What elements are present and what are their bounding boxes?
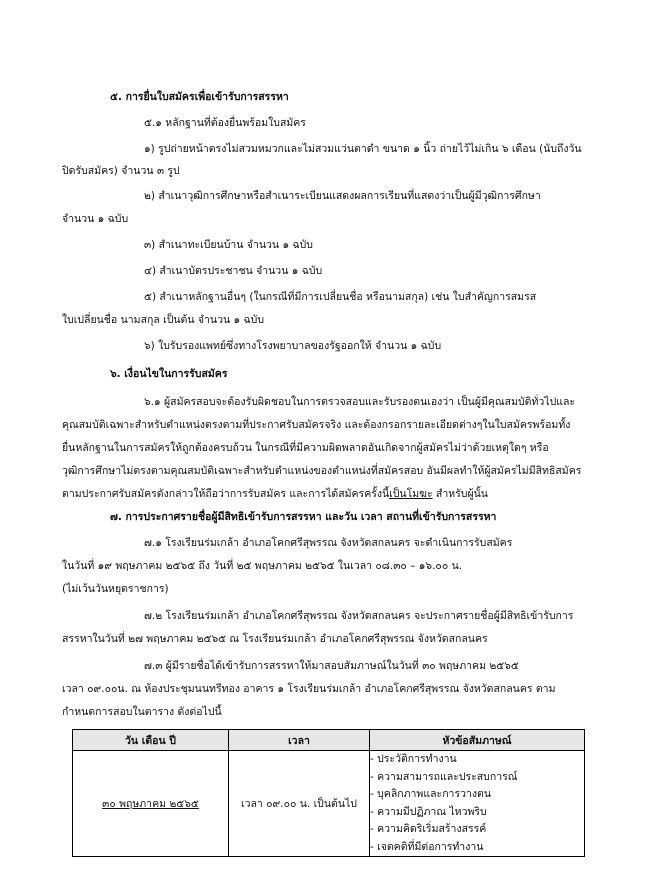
table-row [73,751,585,857]
section-7-1-line-3: (ไม่เว้นวันหยุดราชการ) [62,583,169,595]
topic-item: - ความมีปฏิภาณ ไหวพริบ [370,805,487,818]
section-7-2-line-2: สรรหาในวันที่ ๒๗ พฤษภาคม ๒๕๖๕ ณ โรงเรียนร่มเกล้า อำเภอโคกศรีสุพรรณ จังหวัดสกลนคร [62,633,488,645]
requirement-1-line-2: ปิดรับสมัคร) จำนวน ๓ รูป [62,165,180,177]
section-7-3-line-1: ๗.๓ ผู้มีรายชื่อได้เข้ารับการสรรหาให้มาสอบสัมภาษณ์ในวันที่ ๓๐ พฤษภาคม ๒๕๖๕ [144,660,519,672]
interview-schedule-table [72,729,585,857]
requirement-5-line-1: ๕) สำเนาหลักฐานอื่นๆ (ในกรณีที่มีการเปลี่ยนชื่อ หรือนามสกุล) เช่น ใบสำคัญการสมรส [144,291,537,303]
topic-item: - ประวัติการทำงาน [370,753,457,765]
topic-item: - บุคลิกภาพและการวางตน [370,788,491,800]
section-6-line-1: ๖.๑ ผู้สมัครสอบจะต้องรับผิดชอบในการตรวจสอบและรับรองตนเองว่า เป็นผู้มีคุณสมบัติทั่วไปและ [144,396,576,408]
section-6-line-2: คุณสมบัติเฉพาะสำหรับตำแหน่งตรงตามที่ประกาศรับสมัครจริง และต้องกรอกรายละเอียดต่างๆในใบสมัครพร้อมทั้ง [62,419,571,431]
topic-item: - ความคิดริเริ่มสร้างสรรค์ [370,823,487,835]
section-5-heading: ๕. การยื่นใบสมัครเพื่อเข้ารับการสรรหา [110,91,289,103]
schedule-date: ๓๐ พฤษภาคม ๒๕๖๕ [102,798,199,810]
header-time: เวลา [229,730,370,751]
requirement-3: ๓) สำเนาทะเบียนบ้าน จำนวน ๑ ฉบับ [144,239,313,251]
topic-item: - ความสามารถและประสบการณ์ [370,770,518,783]
section-7-3-line-3: กำหนดการสอบในตาราง ดังต่อไปนี้ [62,706,222,718]
section-7-3-line-2: เวลา ๐๙.๐๐น. ณ ห้องประชุมนนทรีทอง อาคาร ๑ โรงเรียนร่มเกล้า อำเภอโคกศรีสุพรรณ จังหวัดสกลนคร ตาม [62,683,556,695]
section-6-line-3: ยื่นหลักฐานในการสมัครให้ถูกต้องครบถ้วน ในกรณีที่มีความผิดพลาดอันเกิดจากผู้สมัครไม่ว่าด้วยเหตุใดๆ หรือ [62,442,549,454]
header-date: วัน เดือน ปี [73,730,229,751]
schedule-date-cell [73,751,229,857]
section-7-2-line-1: ๗.๒ โรงเรียนร่มเกล้า อำเภอโคกศรีสุพรรณ จังหวัดสกลนคร จะประกาศรายชื่อผู้มีสิทธิเข้ารับการ [144,610,574,622]
void-term: เป็นโมฆะ [389,488,433,500]
schedule-time: เวลา ๐๙.๐๐ น. เป็นต้นไป [229,751,370,857]
requirement-2-line-1: ๒) สำเนาวุฒิการศึกษาหรือสำเนาระเบียนแสดงผลการเรียนที่แสดงว่าเป็นผู้มีวุฒิการศึกษา [144,190,541,202]
requirement-2-line-2: จำนวน ๑ ฉบับ [62,213,129,225]
requirement-6: ๖) ใบรับรองแพทย์ซึ่งทางโรงพยาบาลของรัฐออกให้ จำนวน ๑ ฉบับ [144,340,442,352]
section-6-line-5-text: ตามประกาศรับสมัครดังกล่าวให้ถือว่าการรับสมัคร และการได้สมัครครั้งนี้ [62,488,390,500]
requirement-1-line-1: ๑) รูปถ่ายหน้าตรงไม่สวมหมวกและไม่สวมแว่นตาดำ ขนาด ๑ นิ้ว ถ่ายไว้ไม่เกิน ๖ เดือน (นับถึงวัน [144,143,582,155]
section-6-line-5-end: สำหรับผู้นั้น [432,488,488,500]
requirement-4: ๔) สำเนาบัตรประชาชน จำนวน ๑ ฉบับ [144,265,323,277]
section-5-1-subheading: ๕.๑ หลักฐานที่ต้องยื่นพร้อมใบสมัคร [144,117,306,129]
section-6-heading: ๖. เงื่อนไขในการรับสมัคร [110,368,228,380]
section-6-line-5 [62,487,488,501]
section-7-1-line-2: ในวันที่ ๑๙ พฤษภาคม ๒๕๖๕ ถึง วันที่ ๒๕ พฤษภาคม ๒๕๖๕ ในเวลา ๐๘.๓๐ – ๑๖.๐๐ น. [62,560,463,572]
header-topics: หัวข้อสัมภาษณ์ [370,730,585,751]
interview-topics [370,751,585,857]
requirement-5-line-2: ใบเปลี่ยนชื่อ นามสกุล เป็นต้น จำนวน ๑ ฉบับ [62,314,265,326]
section-7-1-line-1: ๗.๑ โรงเรียนร่มเกล้า อำเภอโคกศรีสุพรรณ จังหวัดสกลนคร จะดำเนินการรับสมัคร [144,537,513,549]
topic-item: - เจตคติที่มีต่อการทำงาน [370,840,484,853]
table-header-row [73,730,585,751]
section-7-heading: ๗. การประกาศรายชื่อผู้มีสิทธิเข้ารับการสรรหา และวัน เวลา สถานที่เข้ารับการสรรหา [110,511,497,523]
section-6-line-4: วุฒิการศึกษาไม่ตรงตามคุณสมบัติเฉพาะสำหรับตำแหน่งของตำแหน่งที่สมัครสอบ อันมีผลทำให้ผู้สมัครไม่มีสิทธิสมัคร [62,465,582,477]
